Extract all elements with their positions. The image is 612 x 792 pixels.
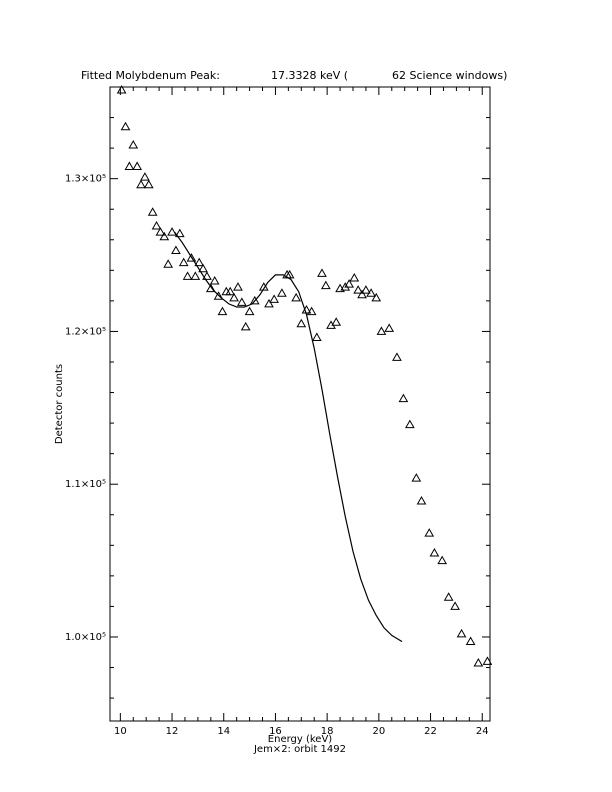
x-tick-label: 16 (269, 726, 282, 737)
data-point (191, 272, 199, 279)
title-windows: 62 Science windows) (392, 69, 508, 82)
data-point (406, 421, 414, 428)
data-point (393, 353, 401, 360)
data-point (149, 208, 157, 215)
data-point (141, 173, 149, 180)
data-point (160, 233, 168, 240)
footer-orbit: Jem×2: orbit 1492 (253, 744, 347, 755)
data-point (399, 395, 407, 402)
data-point (270, 295, 278, 302)
data-point (246, 308, 254, 315)
data-point (332, 318, 340, 325)
y-tick-label: 1.1×10⁵ (64, 479, 106, 491)
data-point (358, 291, 366, 298)
data-point (184, 272, 192, 279)
data-point (137, 181, 145, 188)
data-point (322, 282, 330, 289)
y-tick-label: 1.0×10⁵ (64, 631, 106, 643)
title-main: Fitted Molybdenum Peak: (81, 69, 220, 82)
data-point (278, 289, 286, 296)
data-point (318, 269, 326, 276)
y-tick-label: 1.2×10⁵ (64, 326, 106, 338)
data-point (203, 272, 211, 279)
data-point (412, 474, 420, 481)
data-point (168, 228, 176, 235)
x-tick-label: 22 (424, 726, 437, 737)
data-point (297, 320, 305, 327)
data-point (180, 259, 188, 266)
data-point (313, 334, 321, 341)
data-point (122, 123, 130, 130)
data-point (438, 557, 446, 564)
data-point (218, 308, 226, 315)
data-point (172, 246, 180, 253)
data-point (385, 324, 393, 331)
data-point (211, 277, 219, 284)
data-point (234, 283, 242, 290)
x-axis-label: Energy (keV) (267, 734, 333, 745)
x-tick-label: 10 (113, 726, 127, 737)
x-tick-label: 24 (475, 726, 489, 737)
data-point (350, 274, 358, 281)
data-point (145, 181, 153, 188)
data-point (467, 638, 475, 645)
x-tick-label: 14 (217, 726, 231, 737)
data-point (458, 630, 466, 637)
data-point (129, 141, 137, 148)
data-point (445, 593, 453, 600)
chart-title (81, 69, 507, 82)
y-axis-label: Detector counts (54, 363, 65, 445)
data-point (125, 162, 133, 169)
plot-frame (110, 87, 490, 721)
data-point (372, 294, 380, 301)
data-point (425, 529, 433, 536)
data-point (164, 260, 172, 267)
data-point (153, 222, 161, 229)
axes (65, 87, 490, 737)
y-tick-label: 1.3×10⁵ (64, 173, 106, 185)
data-point (265, 300, 273, 307)
x-tick-label: 20 (372, 726, 386, 737)
data-point (238, 298, 246, 305)
data-point (430, 549, 438, 556)
data-point (451, 602, 459, 609)
data-point (242, 323, 250, 330)
data-marks (118, 86, 492, 666)
data-point (377, 327, 385, 334)
data-point (474, 659, 482, 666)
x-tick-label: 18 (320, 726, 334, 737)
title-energy: 17.3328 keV ( (271, 69, 349, 82)
data-point (292, 294, 300, 301)
data-point (417, 497, 425, 504)
x-tick-label: 12 (165, 726, 179, 737)
data-point (133, 162, 141, 169)
